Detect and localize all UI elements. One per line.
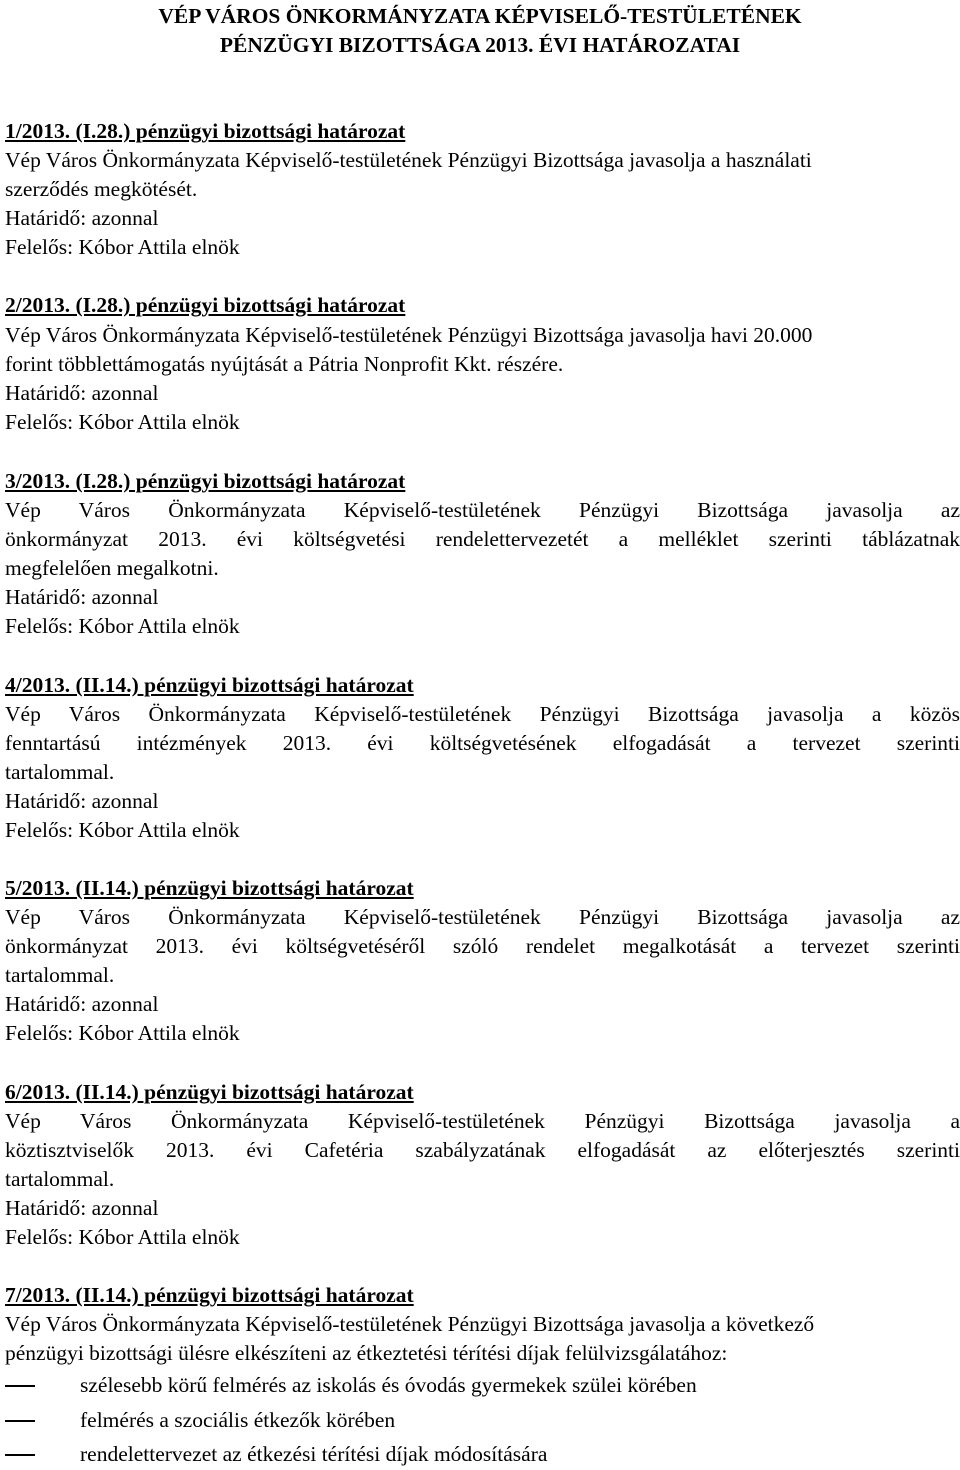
dash-bullet-icon xyxy=(5,1454,35,1456)
resolution-text-line: köztisztviselők 2013. évi Cafetéria szabályzatának elfogadását az előterjesztés szerinti xyxy=(5,1138,960,1162)
resolution-heading: 1/2013. (I.28.) pénzügyi bizottsági határozat xyxy=(5,119,406,143)
resolution-responsible: Felelős: Kóbor Attila elnök xyxy=(5,818,240,842)
resolution-deadline: Határidő: azonnal xyxy=(5,381,159,405)
title-line-2: PÉNZÜGYI BIZOTTSÁGA 2013. ÉVI HATÁROZATAI xyxy=(219,33,741,57)
document-title xyxy=(0,2,960,60)
resolution-deadline: Határidő: azonnal xyxy=(5,789,159,813)
resolution-responsible: Felelős: Kóbor Attila elnök xyxy=(5,1225,240,1249)
resolution-deadline: Határidő: azonnal xyxy=(5,992,159,1016)
resolution-heading: 3/2013. (I.28.) pénzügyi bizottsági határozat xyxy=(5,469,406,493)
resolution-heading: 7/2013. (II.14.) pénzügyi bizottsági határozat xyxy=(5,1283,414,1307)
resolution-responsible: Felelős: Kóbor Attila elnök xyxy=(5,235,240,259)
resolution-text-line: önkormányzat 2013. évi költségvetéséről szóló rendelet megalkotását a tervezet szerinti xyxy=(5,934,960,958)
resolution-text-line: Vép Város Önkormányzata Képviselő-testületének Pénzügyi Bizottsága javasolja a használati xyxy=(5,148,812,172)
resolution-text-line: Vép Város Önkormányzata Képviselő-testületének Pénzügyi Bizottsága javasolja a következő xyxy=(5,1312,815,1336)
resolution-responsible: Felelős: Kóbor Attila elnök xyxy=(5,1021,240,1045)
dash-bullet-icon xyxy=(5,1385,35,1387)
resolution-heading: 6/2013. (II.14.) pénzügyi bizottsági határozat xyxy=(5,1080,414,1104)
resolution-text-line: Vép Város Önkormányzata Képviselő-testületének Pénzügyi Bizottsága javasolja a közös xyxy=(5,702,960,726)
dash-bullet-icon xyxy=(5,1420,35,1422)
resolution-heading: 2/2013. (I.28.) pénzügyi bizottsági határozat xyxy=(5,293,406,317)
resolution-text-line: Vép Város Önkormányzata Képviselő-testületének Pénzügyi Bizottsága javasolja a xyxy=(5,1109,960,1133)
resolution-text-line: tartalommal. xyxy=(5,963,115,987)
resolution-text-line: Vép Város Önkormányzata Képviselő-testületének Pénzügyi Bizottsága javasolja az xyxy=(5,905,960,929)
resolution-text-line: forint többlettámogatás nyújtását a Pátria Nonprofit Kkt. részére. xyxy=(5,352,564,376)
resolution-text-line: szerződés megkötését. xyxy=(5,177,198,201)
resolution-deadline: Határidő: azonnal xyxy=(5,1196,159,1220)
resolution-responsible: Felelős: Kóbor Attila elnök xyxy=(5,410,240,434)
resolution-heading: 5/2013. (II.14.) pénzügyi bizottsági határozat xyxy=(5,876,414,900)
resolution-deadline: Határidő: azonnal xyxy=(5,206,159,230)
resolution-text-line: megfelelően megalkotni. xyxy=(5,556,219,580)
resolution-text-line: Vép Város Önkormányzata Képviselő-testületének Pénzügyi Bizottsága javasolja az xyxy=(5,498,960,522)
resolution-deadline: Határidő: azonnal xyxy=(5,585,159,609)
list-item-text: szélesebb körű felmérés az iskolás és óvodás gyermekek szülei körében xyxy=(80,1373,697,1397)
resolution-text-line: tartalommal. xyxy=(5,1167,115,1191)
list-item-text: rendelettervezet az étkezési térítési díjak módosítására xyxy=(80,1442,548,1466)
resolution-text-line: önkormányzat 2013. évi költségvetési rendelettervezetét a melléklet szerinti táblázatnak xyxy=(5,527,960,551)
list-item-text: felmérés a szociális étkezők körében xyxy=(80,1408,396,1432)
resolution-text-line: fenntartású intézmények 2013. évi költségvetésének elfogadását a tervezet szerinti xyxy=(5,731,960,755)
resolution-responsible: Felelős: Kóbor Attila elnök xyxy=(5,614,240,638)
resolution-text-line: pénzügyi bizottsági ülésre elkészíteni az étkeztetési térítési díjak felülvizsgálatához: xyxy=(5,1341,728,1365)
title-line-1: VÉP VÁROS ÖNKORMÁNYZATA KÉPVISELŐ-TESTÜLETÉNEK xyxy=(158,4,802,28)
resolution-heading: 4/2013. (II.14.) pénzügyi bizottsági határozat xyxy=(5,673,414,697)
resolution-text-line: Vép Város Önkormányzata Képviselő-testületének Pénzügyi Bizottsága javasolja havi 20.000 xyxy=(5,323,813,347)
resolution-text-line: tartalommal. xyxy=(5,760,115,784)
